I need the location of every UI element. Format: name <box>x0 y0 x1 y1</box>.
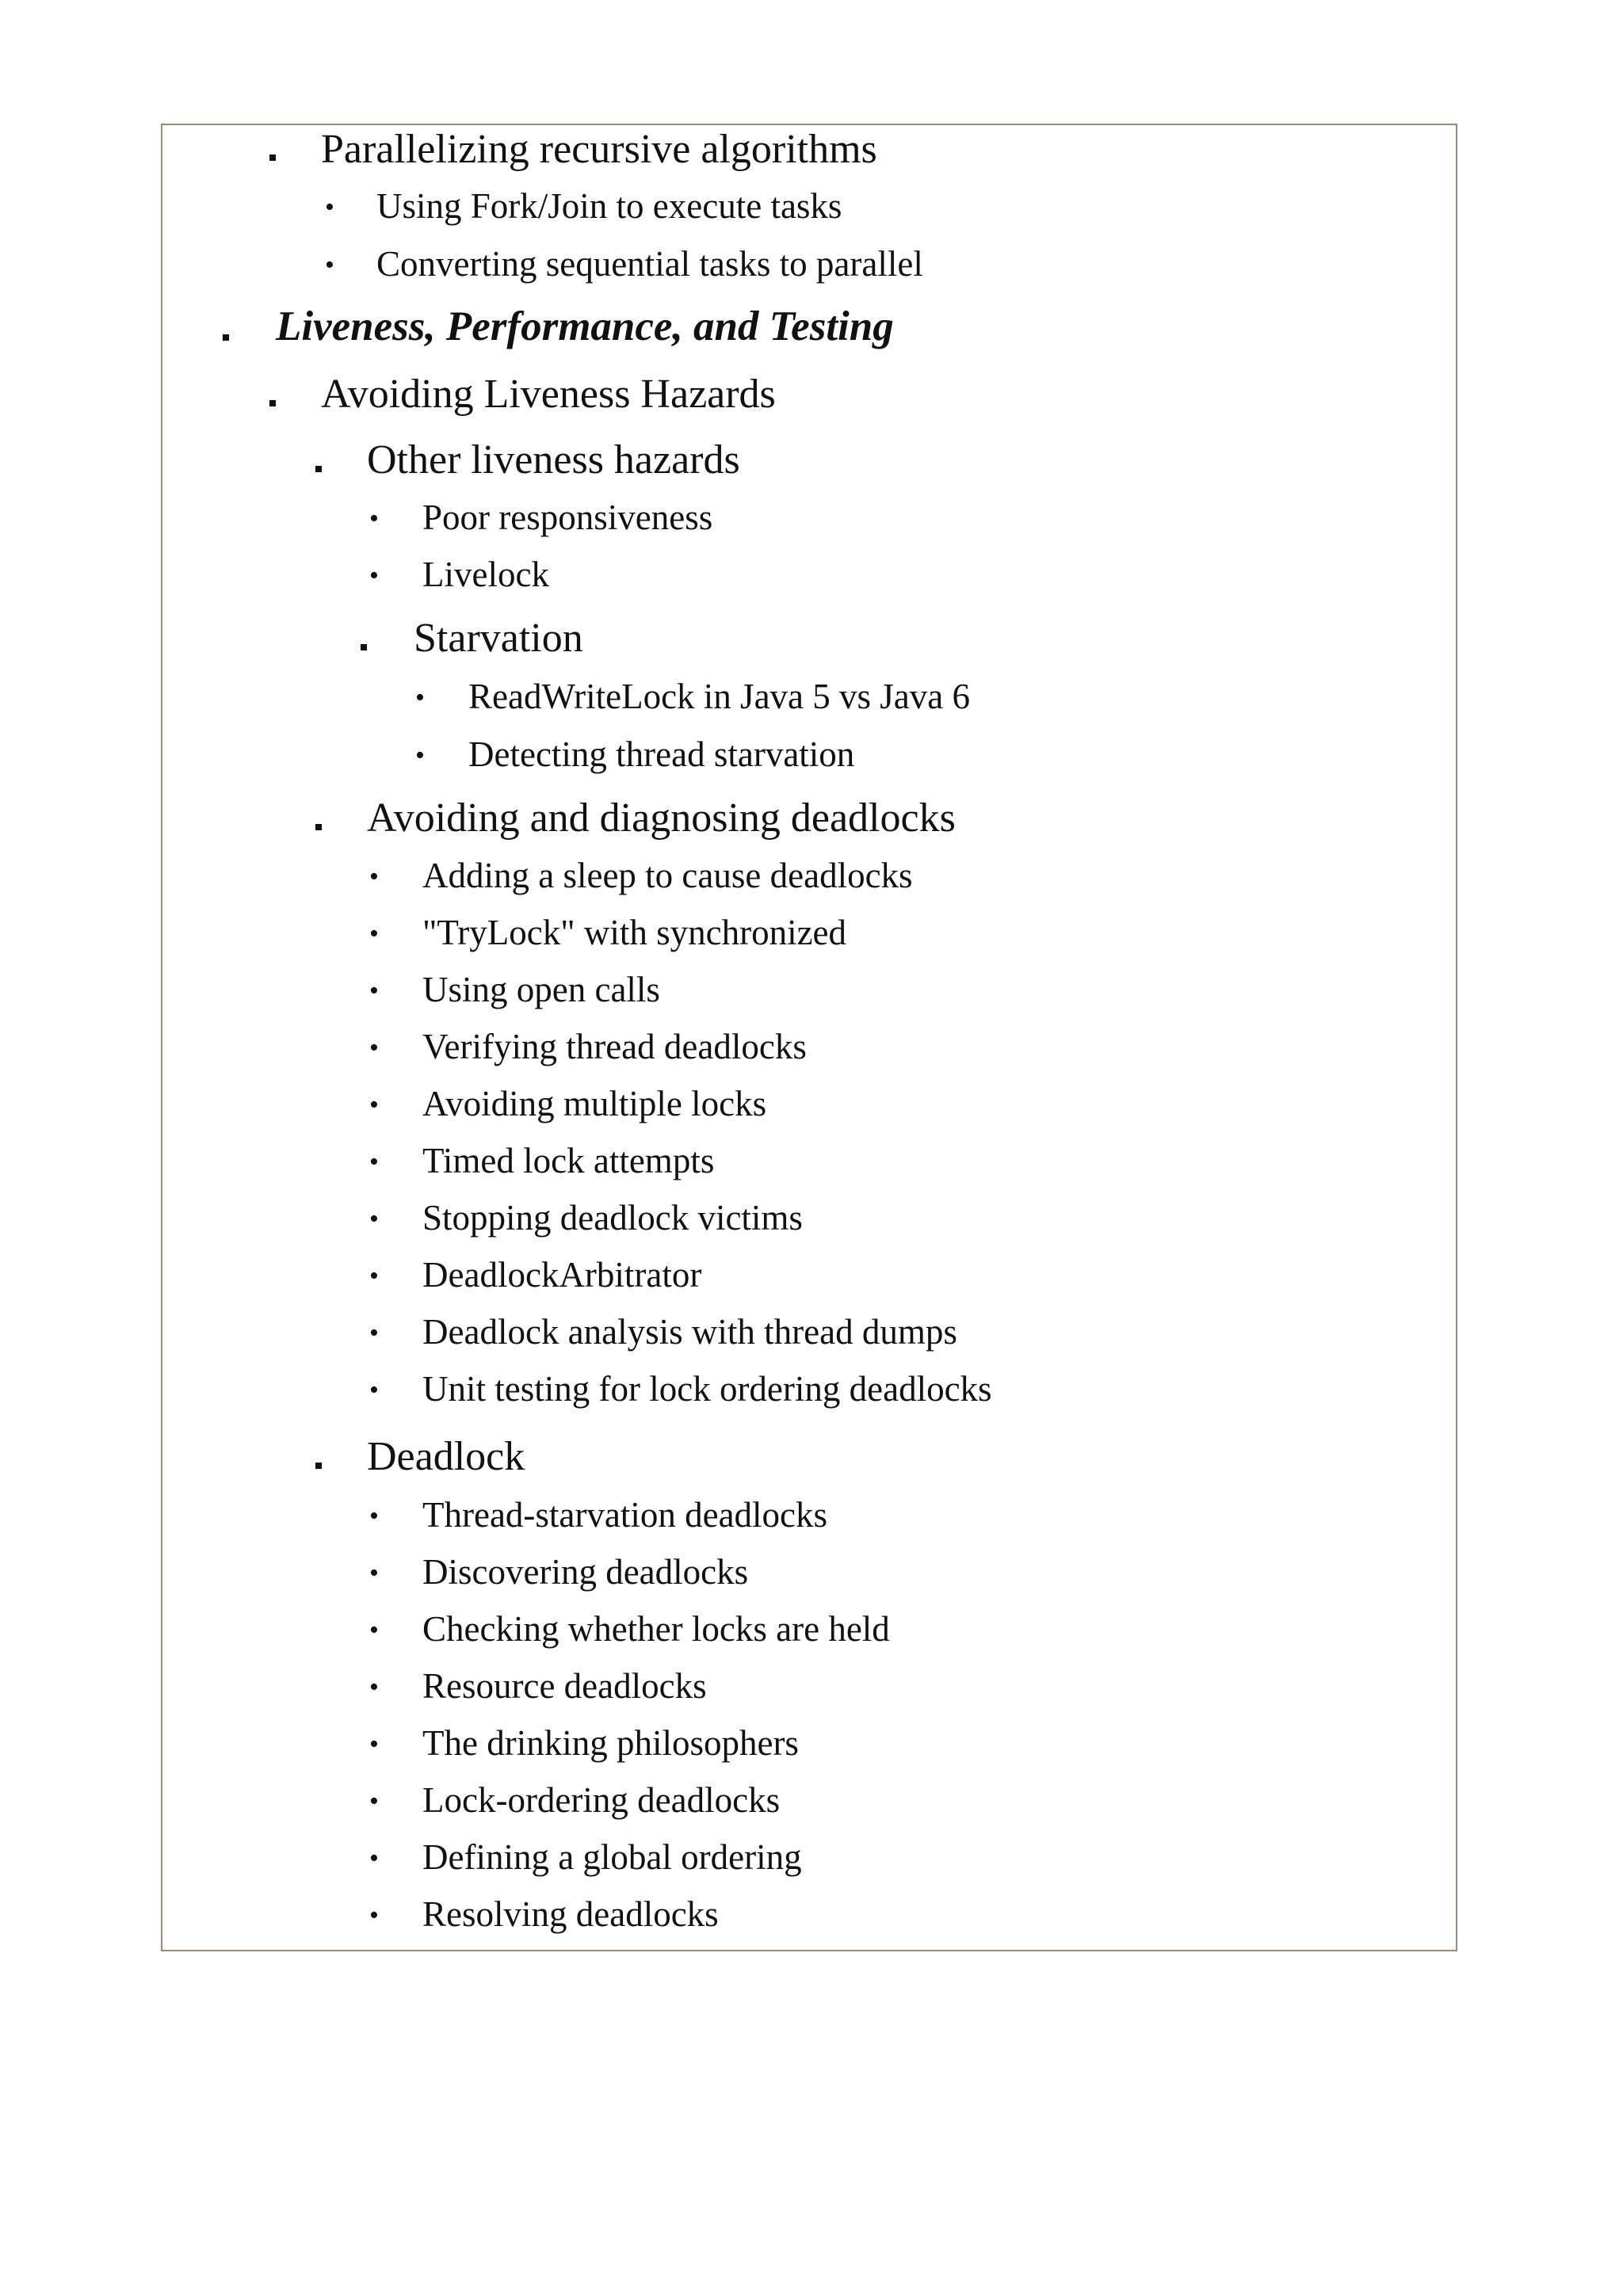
section-heading-starvation: Starvation <box>414 616 583 661</box>
bullet-icon: • <box>325 193 334 222</box>
list-item: Poor responsiveness <box>422 498 713 537</box>
square-bullet-icon <box>269 154 276 161</box>
bullet-icon: • <box>369 1261 379 1291</box>
square-bullet-icon <box>315 1463 322 1469</box>
list-item: Thread-starvation deadlocks <box>422 1495 828 1535</box>
list-item: Using open calls <box>422 970 660 1009</box>
list-item: ReadWriteLock in Java 5 vs Java 6 <box>468 677 970 716</box>
bullet-icon: • <box>369 1090 379 1119</box>
bullet-icon: • <box>369 1147 379 1177</box>
list-item: Adding a sleep to cause deadlocks <box>422 856 913 895</box>
bullet-icon: • <box>369 919 379 948</box>
bullet-icon: • <box>369 1844 379 1873</box>
list-item: Deadlock analysis with thread dumps <box>422 1312 957 1352</box>
bullet-icon: • <box>325 250 334 280</box>
bullet-icon: • <box>369 1318 379 1348</box>
bullet-icon: • <box>369 1558 379 1588</box>
square-bullet-icon <box>315 824 322 830</box>
list-item: DeadlockArbitrator <box>422 1255 702 1295</box>
list-item: Livelock <box>422 555 549 594</box>
chapter-heading: Liveness, Performance, and Testing <box>276 303 894 349</box>
bullet-icon: • <box>369 1375 379 1405</box>
list-item: Resolving deadlocks <box>422 1894 719 1934</box>
bullet-icon: • <box>369 1033 379 1062</box>
square-bullet-icon <box>223 334 229 341</box>
list-item: The drinking philosophers <box>422 1723 799 1763</box>
list-item: Stopping deadlock victims <box>422 1198 803 1238</box>
list-item: Discovering deadlocks <box>422 1552 749 1592</box>
bullet-icon: • <box>369 1501 379 1531</box>
list-item: Avoiding multiple locks <box>422 1084 767 1123</box>
list-item: Resource deadlocks <box>422 1666 707 1706</box>
bullet-icon: • <box>369 1730 379 1759</box>
square-bullet-icon <box>315 466 322 472</box>
bullet-icon: • <box>369 1615 379 1645</box>
bullet-icon: • <box>369 561 379 590</box>
list-item: Detecting thread starvation <box>468 734 855 774</box>
list-item: Unit testing for lock ordering deadlocks <box>422 1369 992 1409</box>
list-item: Timed lock attempts <box>422 1141 715 1180</box>
bullet-icon: • <box>415 741 425 770</box>
section-heading-parallelizing: Parallelizing recursive algorithms <box>321 127 877 172</box>
list-item: Checking whether locks are held <box>422 1609 890 1649</box>
bullet-icon: • <box>369 504 379 533</box>
bullet-icon: • <box>369 976 379 1005</box>
square-bullet-icon <box>269 400 276 406</box>
square-bullet-icon <box>361 644 367 650</box>
section-heading-avoiding-hazards: Avoiding Liveness Hazards <box>321 372 776 417</box>
list-item: "TryLock" with synchronized <box>422 913 847 952</box>
section-heading-avoiding-deadlocks: Avoiding and diagnosing deadlocks <box>367 795 956 841</box>
list-item: Converting sequential tasks to parallel <box>376 244 923 284</box>
list-item: Defining a global ordering <box>422 1837 802 1877</box>
list-item: Using Fork/Join to execute tasks <box>376 186 842 226</box>
bullet-icon: • <box>369 1204 379 1234</box>
bullet-icon: • <box>369 862 379 891</box>
bullet-icon: • <box>369 1672 379 1702</box>
section-heading-other-hazards: Other liveness hazards <box>367 437 740 482</box>
list-item: Lock-ordering deadlocks <box>422 1780 781 1820</box>
bullet-icon: • <box>369 1901 379 1930</box>
list-item: Verifying thread deadlocks <box>422 1027 807 1066</box>
bullet-icon: • <box>415 683 425 712</box>
section-heading-deadlock: Deadlock <box>367 1434 525 1479</box>
bullet-icon: • <box>369 1787 379 1816</box>
